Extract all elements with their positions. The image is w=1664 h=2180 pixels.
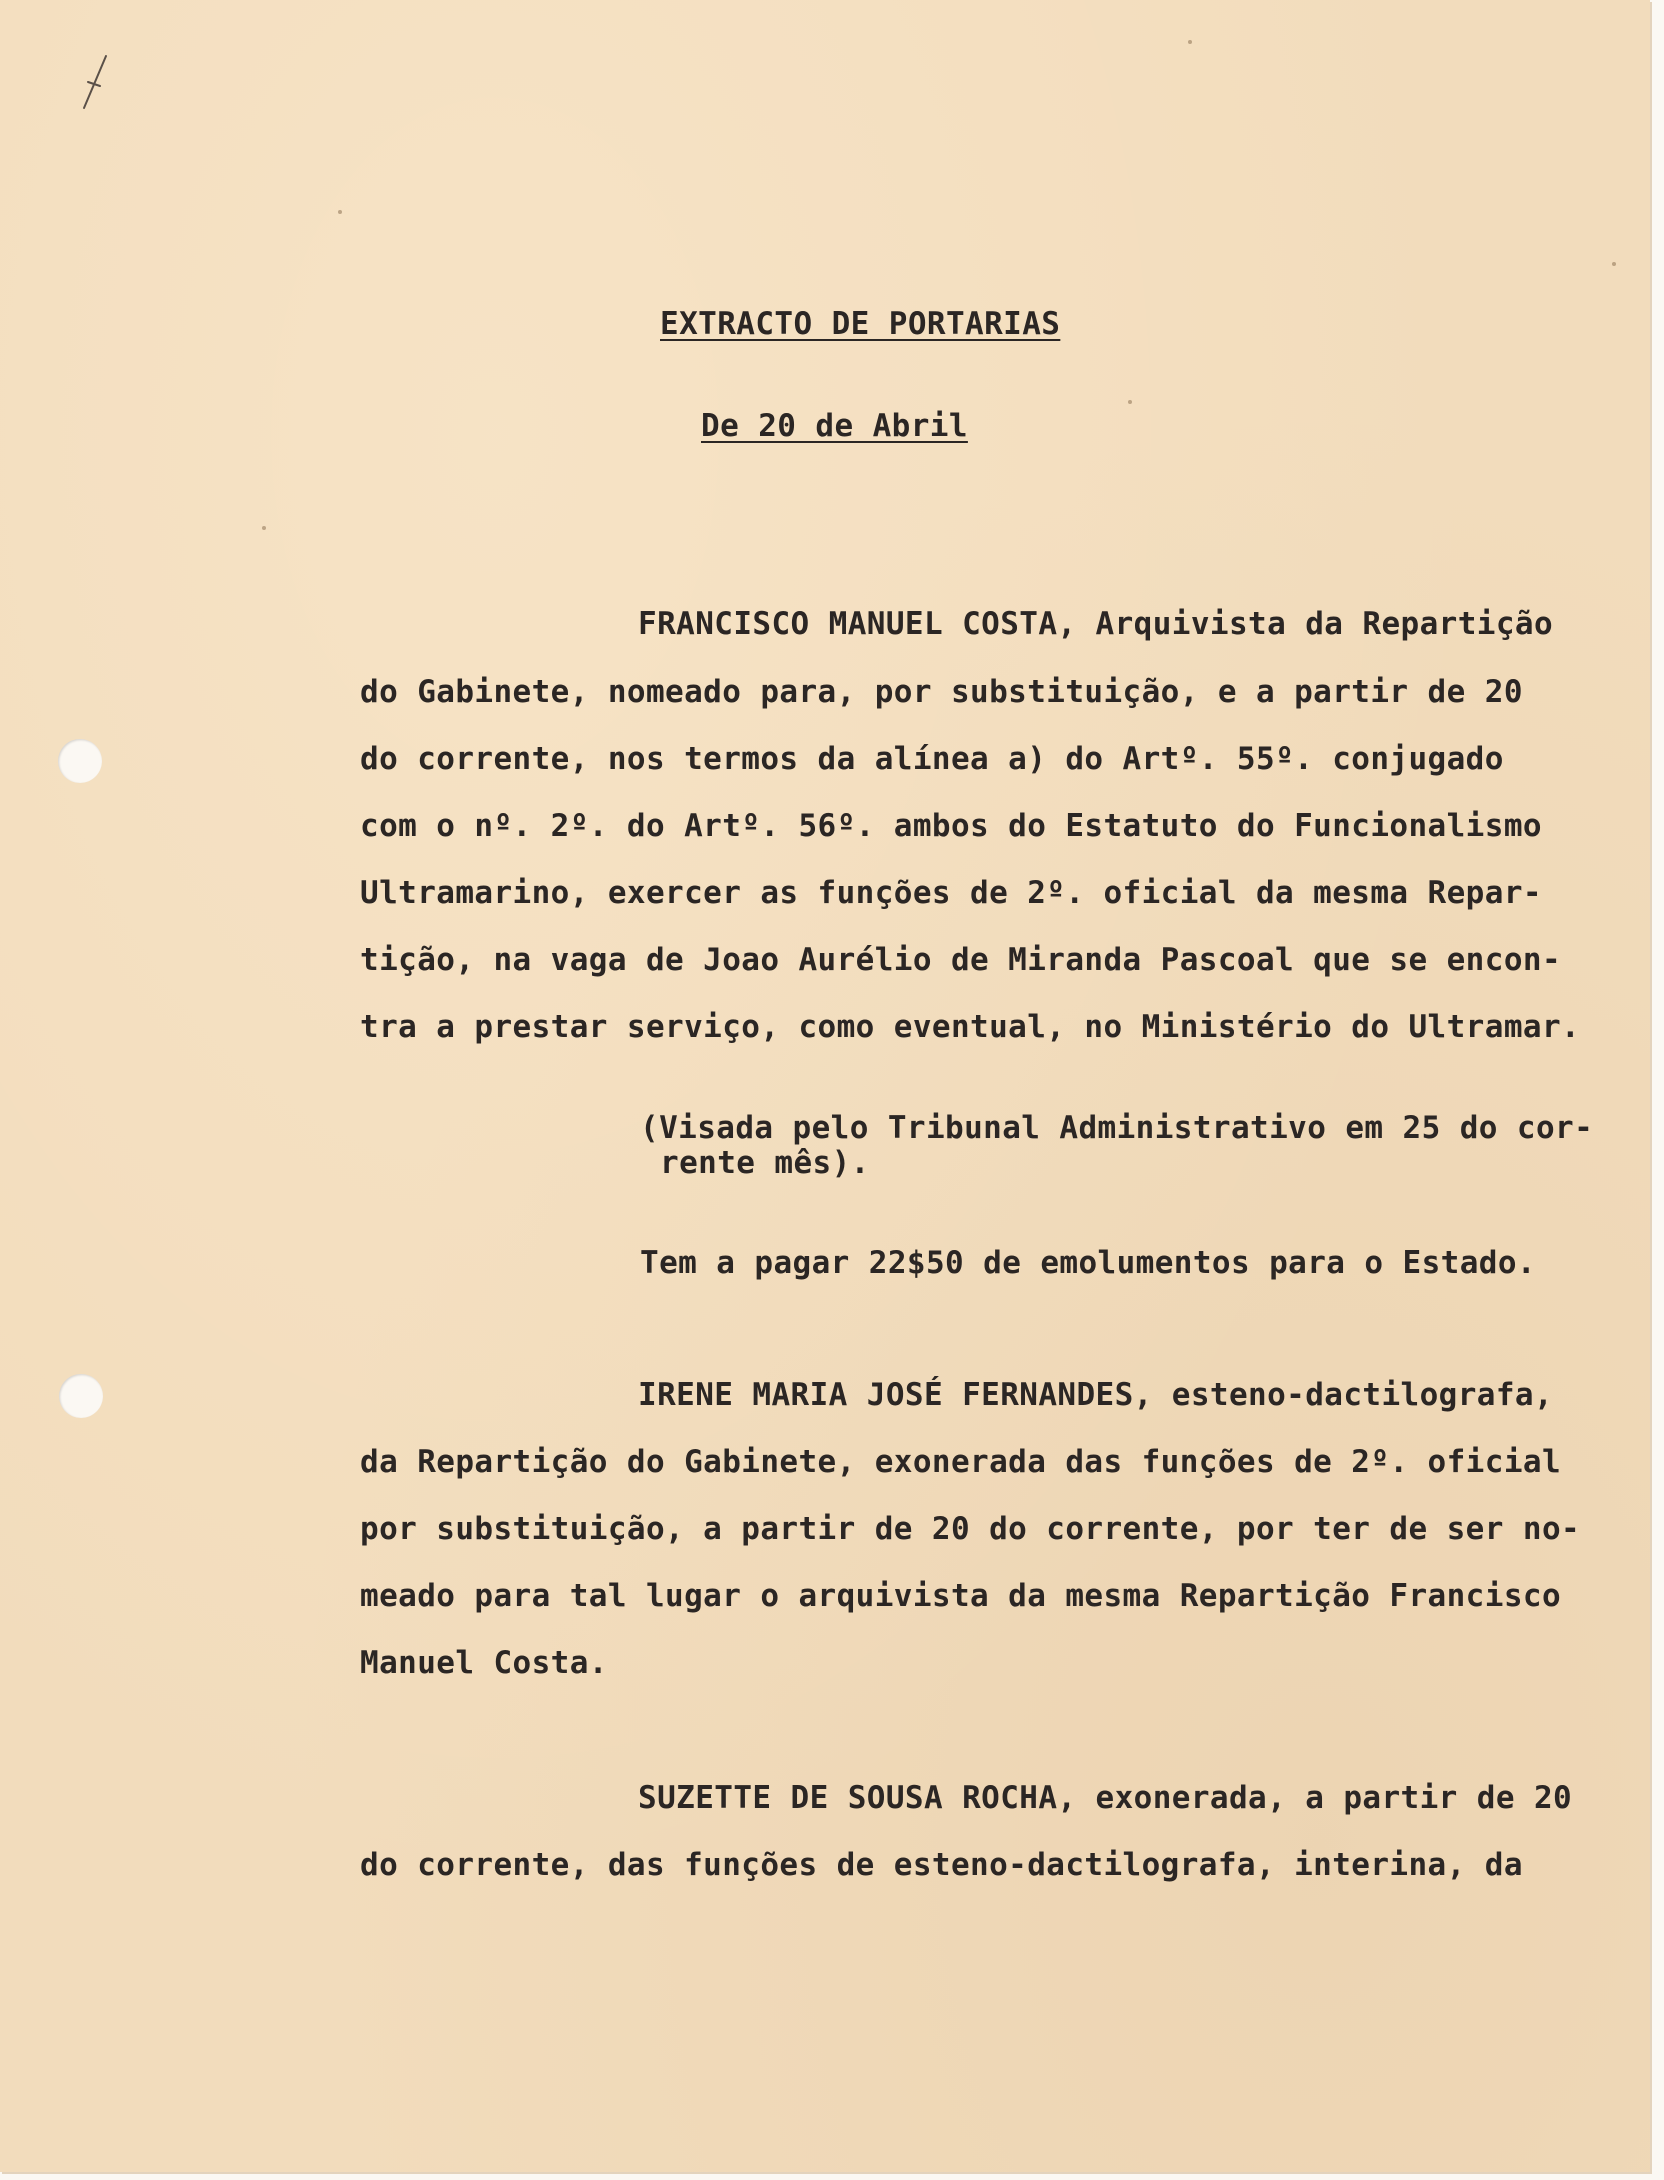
paper-speck [1612,262,1616,266]
document-title: EXTRACTO DE PORTARIAS [660,306,1061,342]
fee-note: Tem a pagar 22$50 de emolumentos para o Estado. [640,1245,1536,1281]
visa-note-line-1: (Visada pelo Tribunal Administrativo em 25 do cor- [640,1110,1594,1146]
paper-speck [1188,40,1192,44]
entry2-line-3: por substituição, a partir de 20 do corrente, por ter de ser no- [360,1511,1581,1547]
entry1-line-7: tra a prestar serviço, como eventual, no Ministério do Ultramar. [360,1009,1581,1045]
pencil-check-mark [70,48,130,128]
entry1-line-6: tição, na vaga de Joao Aurélio de Miranda Pascoal que se encon- [360,942,1562,978]
paper-speck [1128,400,1132,404]
entry3-line-1: SUZETTE DE SOUSA ROCHA, exonerada, a partir de 20 [638,1780,1573,1816]
entry1-line-4: com o nº. 2º. do Artº. 56º. ambos do Estatuto do Funcionalismo [360,808,1542,844]
paper-speck [262,526,266,530]
entry3-line-2: do corrente, das funções de esteno-dactilografa, interina, da [360,1847,1523,1883]
entry2-line-2: da Repartição do Gabinete, exonerada das funções de 2º. oficial [360,1444,1562,1480]
entry1-line-2: do Gabinete, nomeado para, por substituição, e a partir de 20 [360,674,1523,710]
entry1-line-5: Ultramarino, exercer as funções de 2º. oficial da mesma Repar- [360,875,1542,911]
entry2-line-5: Manuel Costa. [360,1645,608,1681]
entry1-line-3: do corrente, nos termos da alínea a) do Artº. 55º. conjugado [360,741,1504,777]
entry2-line-1: IRENE MARIA JOSÉ FERNANDES, esteno-dactilografa, [638,1377,1554,1413]
date-heading: De 20 de Abril [701,408,968,444]
paper-speck [338,210,342,214]
entry1-line-1: FRANCISCO MANUEL COSTA, Arquivista da Repartição [638,606,1554,642]
visa-note-line-2: rente mês). [660,1145,870,1181]
punch-hole-upper [58,739,102,783]
entry2-line-4: meado para tal lugar o arquivista da mesma Repartição Francisco [360,1578,1562,1614]
punch-hole-lower [59,1374,103,1418]
